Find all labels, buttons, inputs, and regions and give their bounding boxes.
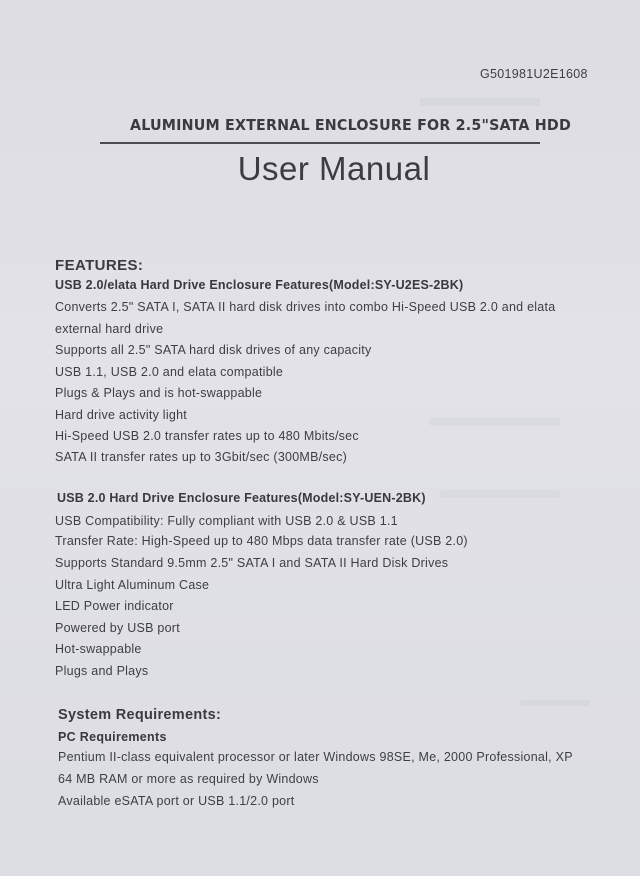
document-code: G501981U2E1608 <box>480 67 588 81</box>
section1-line: USB 1.1, USB 2.0 and elata compatible <box>55 365 284 379</box>
show-through-text <box>430 418 560 426</box>
section1-line: Plugs & Plays and is hot-swappable <box>55 386 263 400</box>
pc-requirements-heading: PC Requirements <box>58 730 167 744</box>
requirement-line: Available eSATA port or USB 1.1/2.0 port <box>58 794 295 808</box>
section2-line: USB Compatibility: Fully compliant with USB 2.0 & USB 1.1 <box>55 514 398 528</box>
section1-line: Hi-Speed USB 2.0 transfer rates up to 480 Mbits/sec <box>55 429 359 443</box>
header-divider <box>100 142 540 144</box>
section1-line: external hard drive <box>55 322 164 336</box>
features-heading: FEATURES: <box>55 257 144 274</box>
section2-line: Powered by USB port <box>55 621 180 635</box>
section2-line: Hot-swappable <box>55 642 142 656</box>
requirement-line: Pentium II-class equivalent processor or later Windows 98SE, Me, 2000 Professional, XP <box>58 750 573 764</box>
section1-heading: USB 2.0/elata Hard Drive Enclosure Features(Model:SY-U2ES-2BK) <box>55 278 464 292</box>
section1-line: Supports all 2.5" SATA hard disk drives of any capacity <box>55 343 372 357</box>
section2-line: Supports Standard 9.5mm 2.5" SATA I and SATA II Hard Disk Drives <box>55 556 449 570</box>
section2-line: Ultra Light Aluminum Case <box>55 578 210 592</box>
show-through-text <box>420 98 540 106</box>
section1-line: SATA II transfer rates up to 3Gbit/sec (300MB/sec) <box>55 450 348 464</box>
section1-line: Converts 2.5" SATA I, SATA II hard disk drives into combo Hi-Speed USB 2.0 and elata <box>55 300 556 314</box>
show-through-text <box>440 490 560 498</box>
show-through-text <box>520 700 590 706</box>
system-requirements-heading: System Requirements: <box>58 707 222 723</box>
section2-line: Transfer Rate: High-Speed up to 480 Mbps data transfer rate (USB 2.0) <box>55 534 468 548</box>
header-title: ALUMINUM EXTERNAL ENCLOSURE FOR 2.5"SATA HDD <box>130 116 571 134</box>
section2-line: Plugs and Plays <box>55 664 149 678</box>
requirement-line: 64 MB RAM or more as required by Windows <box>58 772 319 786</box>
section2-line: LED Power indicator <box>55 599 174 613</box>
section2-heading: USB 2.0 Hard Drive Enclosure Features(Model:SY-UEN-2BK) <box>57 491 426 505</box>
manual-title: User Manual <box>237 150 431 187</box>
section1-line: Hard drive activity light <box>55 408 187 422</box>
